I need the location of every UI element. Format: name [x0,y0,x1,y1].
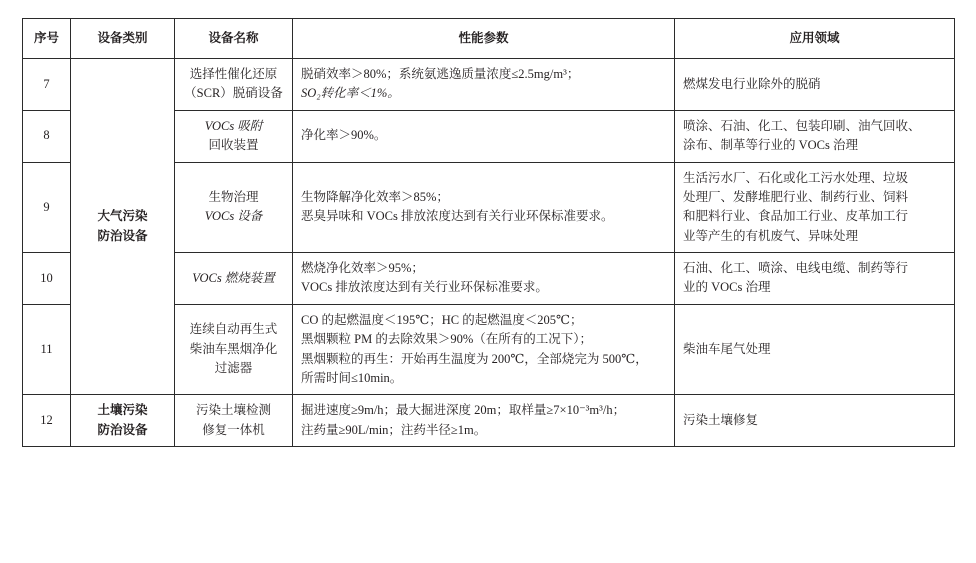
table-header [23,19,955,59]
name-line2: 柴油车黑烟净化 [189,341,278,356]
header-cell-no: 序号 [23,19,71,59]
table-row [23,395,955,447]
cell-parameters [293,395,675,447]
cell-no: 8 [23,110,71,162]
field-line: 柴油车尾气处理 [683,341,771,356]
category-label-line1: 土壤污染 [97,403,148,418]
cell-no: 9 [23,162,71,253]
cell-name [175,304,293,395]
name-line2: （SCR）脱硝设备 [184,86,283,101]
header-cell-category: 设备类别 [71,19,175,59]
cell-application-field [675,395,955,447]
name-line2: 回收装置 [208,138,259,153]
cell-name [175,162,293,253]
cell-application-field [675,110,955,162]
cell-parameters [293,304,675,395]
cell-application-field [675,304,955,395]
cell-no: 7 [23,59,71,111]
field-line: 业的 VOCs 治理 [683,280,771,295]
header-cell-parameters: 性能参数 [293,19,675,59]
cell-category-soil-pollution [71,395,175,447]
cell-parameters [293,162,675,253]
cell-application-field [675,162,955,253]
name-line1: 选择性催化还原 [189,67,278,81]
field-line: 燃煤发电行业除外的脱硝 [683,76,821,91]
category-label-line2: 防治设备 [97,422,148,437]
header-cell-name: 设备名称 [175,19,293,59]
header-cell-field: 应用领域 [675,19,955,59]
param-line: 燃烧净化效率＞95%； [301,261,424,275]
field-line: 处理厂、发酵堆肥行业、制药行业、饲料 [683,189,909,204]
cell-parameters [293,253,675,305]
cell-parameters [293,110,675,162]
table-body [23,59,955,447]
cell-name [175,253,293,305]
cell-category-air-pollution [71,59,175,395]
name-line3: 过滤器 [214,361,253,376]
cell-name [175,59,293,111]
name-line1: 污染土壤检测 [195,403,271,418]
table-header-row [23,19,955,59]
param-line: 脱硝效率＞80%；系统氨逃逸质量浓度≤2.5mg/m³； [301,67,580,81]
cell-name [175,110,293,162]
field-line: 石油、化工、喷涂、电线电缆、制药等行 [683,261,909,275]
cell-no: 11 [23,304,71,395]
cell-application-field [675,253,955,305]
name-line1: VOCs 燃烧装置 [192,270,275,285]
category-label-line2: 防治设备 [97,228,148,243]
table-row [23,59,955,111]
param-line: 生物降解净化效率＞85%； [301,189,449,204]
param-line: 掘进速度≥9m/h；最大掘进深度 20m；取样量≥7×10⁻³m³/h； [301,403,626,418]
field-line: 涂布、制革等行业的 VOCs 治理 [683,138,859,153]
name-line2: 修复一体机 [202,422,265,437]
name-line1: 连续自动再生式 [189,322,278,337]
name-line2: VOCs 设备 [204,209,263,224]
field-line: 生活污水厂、石化或化工污水处理、垃圾 [683,170,909,185]
field-line: 业等产生的有机废气、异味处理 [683,228,859,243]
cell-no: 12 [23,395,71,447]
param-line: SO₂转化率＜1%。 [301,86,400,101]
category-label-line1: 大气污染 [97,209,148,224]
cell-parameters [293,59,675,111]
cell-name [175,395,293,447]
param-line: 所需时间≤10min。 [301,370,403,385]
param-line: CO 的起燃温度＜195℃；HC 的起燃温度＜205℃； [301,312,583,327]
equipment-spec-table [22,18,955,447]
name-line1: 生物治理 [208,189,259,204]
param-line: 注药量≥90L/min；注药半径≥1m。 [301,422,487,437]
param-line: 黑烟颗粒的再生：开始再生温度为 200℃，全部烧完为 500℃， [301,351,648,366]
param-line: VOCs 排放浓度达到有关行业环保标准要求。 [301,280,548,295]
param-line: 恶臭异味和 VOCs 排放浓度达到有关行业环保标准要求。 [301,209,614,224]
param-line: 净化率＞90%。 [301,128,387,143]
field-line: 喷涂、石油、化工、包装印刷、油气回收、 [683,118,921,133]
cell-no: 10 [23,253,71,305]
cell-application-field [675,59,955,111]
param-line: 黑烟颗粒 PM 的去除效果＞90%（在所有的工况下）； [301,332,592,347]
field-line: 污染土壤修复 [683,412,759,427]
field-line: 和肥料行业、食品加工行业、皮革加工行 [683,209,909,224]
name-line1: VOCs 吸附 [204,118,263,133]
